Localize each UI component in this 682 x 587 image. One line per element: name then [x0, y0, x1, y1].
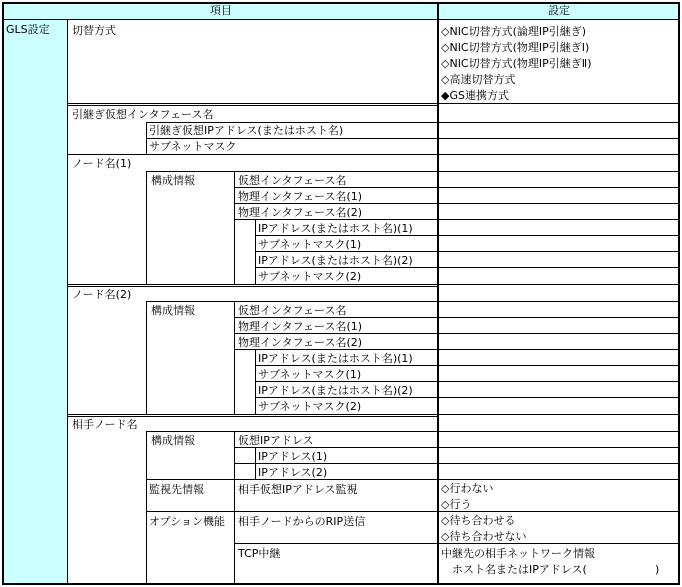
takeover-mask-label: サブネットマスク	[149, 140, 237, 153]
rule	[68, 103, 678, 104]
node2-mask1: サブネットマスク(1)	[258, 368, 362, 381]
border	[2, 2, 4, 585]
header-item: 項目	[3, 3, 439, 19]
rule	[255, 267, 678, 268]
remote-config-label: 構成情報	[151, 434, 195, 447]
node2-mask2: サブネットマスク(2)	[258, 400, 362, 413]
monitor-label: 監視先情報	[149, 483, 204, 496]
node2-pif2: 物理インタフェース名(2)	[238, 336, 363, 349]
rule	[255, 381, 678, 382]
remote-node-label: 相手ノード名	[72, 418, 138, 431]
rule	[234, 187, 678, 188]
node1-config-label: 構成情報	[151, 174, 195, 187]
border	[2, 583, 680, 585]
rule	[146, 301, 678, 302]
node1-mask1: サブネットマスク(1)	[258, 238, 362, 251]
rip-option: ◇待ち合わせる	[441, 514, 516, 527]
node1-pif1: 物理インタフェース名(1)	[238, 190, 363, 203]
rule	[68, 284, 678, 285]
rule	[234, 543, 678, 544]
tcp-setting-close: )	[655, 563, 660, 576]
node1-mask2: サブネットマスク(2)	[258, 270, 362, 283]
rule	[234, 171, 235, 285]
rule	[146, 431, 147, 584]
monitor-item: 相手仮想IPアドレス監視	[238, 483, 358, 496]
node1-ip2: IPアドレス(またはホスト名)(2)	[258, 254, 413, 267]
node2-pif1: 物理インタフェース名(1)	[238, 320, 363, 333]
rule	[68, 414, 678, 415]
rule	[3, 19, 679, 20]
rule	[234, 317, 678, 318]
rule	[234, 431, 235, 584]
remote-ip2: IPアドレス(2)	[258, 466, 328, 479]
takeover-ip-label: 引継ぎ仮想IPアドレス(またはホスト名)	[149, 124, 344, 137]
rule	[255, 349, 256, 415]
rule	[234, 349, 678, 350]
switch-option-selected: ◆GS連携方式	[441, 89, 509, 102]
rule	[255, 447, 256, 479]
rule	[68, 154, 678, 155]
monitor-option: ◇行わない	[441, 482, 494, 495]
rule	[255, 365, 678, 366]
rip-options	[441, 513, 526, 545]
takeover-if-label: 引継ぎ仮想インタフェース名	[72, 108, 214, 121]
switch-method-label: 切替方式	[72, 24, 116, 37]
node2-label: ノード名(2)	[72, 288, 132, 301]
rule	[234, 219, 678, 220]
header-setting: 設定	[439, 3, 679, 19]
rule	[146, 138, 678, 139]
border	[2, 2, 680, 4]
rule	[146, 171, 147, 285]
rule	[68, 105, 438, 106]
rule	[146, 122, 147, 154]
tcp-item: TCP中継	[238, 547, 281, 560]
rule	[146, 122, 678, 123]
node2-vif: 仮想インタフェース名	[238, 304, 347, 317]
node1-vif: 仮想インタフェース名	[238, 174, 347, 187]
rule	[255, 219, 256, 285]
node2-ip2: IPアドレス(またはホスト名)(2)	[258, 384, 413, 397]
rule	[234, 301, 235, 415]
node2-config-label: 構成情報	[151, 304, 195, 317]
rule	[255, 397, 678, 398]
rule	[234, 463, 678, 464]
rule	[146, 431, 678, 432]
switch-option: ◇高速切替方式	[441, 73, 516, 86]
rule	[146, 301, 147, 415]
rule	[68, 416, 438, 417]
switch-option: ◇NIC切替方式(物理IP引継ぎⅡ)	[441, 57, 592, 70]
tcp-setting-host: ホスト名またはIPアドレス(	[452, 563, 587, 576]
rule	[146, 479, 678, 480]
node1-label: ノード名(1)	[72, 157, 132, 170]
switch-option: ◇NIC切替方式(物理IP引継ぎⅠ)	[441, 41, 590, 54]
rip-item: 相手ノードからのRIP送信	[238, 515, 366, 528]
remote-ip1: IPアドレス(1)	[258, 450, 328, 463]
node1-ip1: IPアドレス(またはホスト名)(1)	[258, 222, 413, 235]
switch-method-options	[441, 24, 592, 104]
rule	[146, 171, 678, 172]
monitor-option: ◇行う	[441, 498, 472, 511]
tcp-setting-title: 中継先の相手ネットワーク情報	[441, 547, 595, 560]
rule	[255, 251, 678, 252]
gls-setting-label: GLS設定	[3, 19, 68, 584]
rule	[234, 203, 678, 204]
remote-vip: 仮想IPアドレス	[238, 434, 314, 447]
rule	[68, 286, 438, 287]
option-label: オプション機能	[149, 515, 226, 528]
node1-pif2: 物理インタフェース名(2)	[238, 206, 363, 219]
rule	[437, 3, 439, 584]
rule	[234, 447, 678, 448]
rule	[255, 235, 678, 236]
rip-option: ◇待ち合わせない	[441, 530, 527, 543]
border	[678, 2, 680, 585]
node2-ip1: IPアドレス(またはホスト名)(1)	[258, 352, 413, 365]
switch-option: ◇NIC切替方式(論理IP引継ぎ)	[441, 25, 587, 38]
rule	[146, 511, 678, 512]
rule	[234, 333, 678, 334]
monitor-options	[441, 481, 493, 513]
